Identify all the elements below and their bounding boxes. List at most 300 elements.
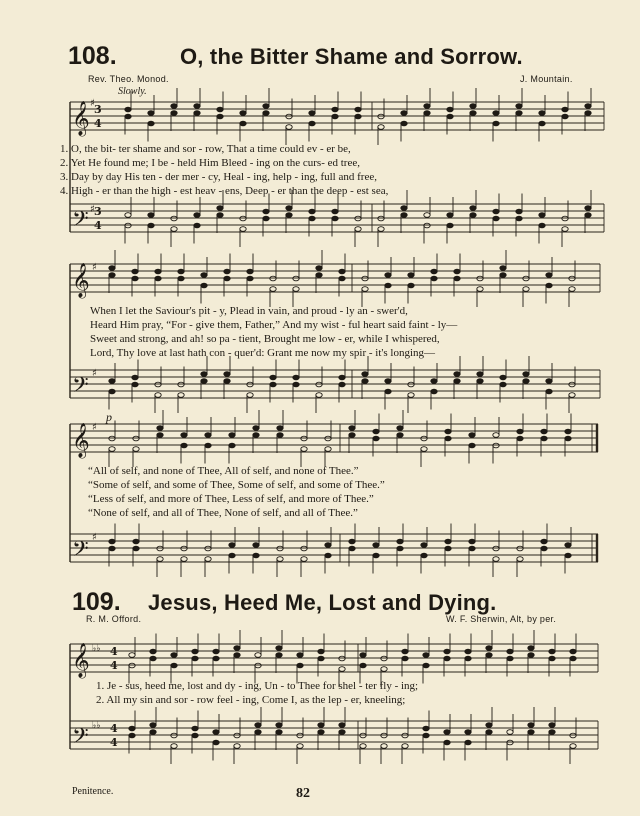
note-head	[316, 266, 322, 271]
note-head	[423, 733, 429, 738]
note-head	[549, 656, 555, 661]
note-head	[217, 114, 223, 119]
note-head	[316, 393, 322, 398]
note-head	[339, 269, 345, 274]
note-head	[385, 283, 391, 288]
note-head	[194, 213, 200, 218]
note-head	[423, 726, 429, 731]
note-head	[585, 104, 591, 109]
note-head	[318, 730, 324, 735]
note-head	[470, 111, 476, 116]
note-head	[263, 104, 269, 109]
note-head	[465, 656, 471, 661]
note-head	[408, 393, 414, 398]
system-3-bass-staff	[70, 534, 598, 562]
note-head	[444, 656, 450, 661]
note-head	[585, 111, 591, 116]
note-head	[339, 656, 345, 661]
note-head	[332, 114, 338, 119]
note-head	[528, 646, 534, 651]
hymn-108-number: 108.	[68, 42, 117, 70]
note-head	[562, 227, 568, 232]
note-head	[255, 653, 261, 658]
note-head	[205, 433, 211, 438]
note-head	[349, 539, 355, 544]
note-head	[109, 546, 115, 551]
note-head	[528, 653, 534, 658]
note-head	[562, 107, 568, 112]
note-head	[421, 447, 427, 452]
note-head	[539, 213, 545, 218]
note-head	[109, 273, 115, 278]
note-head	[477, 276, 483, 281]
note-head	[507, 649, 513, 654]
note-head	[546, 389, 552, 394]
note-head	[234, 733, 240, 738]
note-head	[157, 546, 163, 551]
note-head	[549, 730, 555, 735]
note-head	[373, 553, 379, 558]
note-head	[194, 104, 200, 109]
note-head	[528, 723, 534, 728]
svg-text:4: 4	[110, 645, 118, 658]
svg-text:4: 4	[94, 219, 102, 232]
note-head	[192, 733, 198, 738]
note-head	[385, 389, 391, 394]
note-head	[224, 269, 230, 274]
note-head	[493, 546, 499, 551]
note-head	[486, 723, 492, 728]
note-head	[171, 104, 177, 109]
system-2-bass-staff	[70, 370, 600, 398]
note-head	[570, 656, 576, 661]
note-head	[465, 740, 471, 745]
note-head	[178, 276, 184, 281]
note-head	[213, 656, 219, 661]
note-head	[157, 433, 163, 438]
lyric-line: “Less of self, and more of Thee, Less of self, and more of Thee.”	[88, 493, 374, 505]
note-head	[150, 723, 156, 728]
note-head	[431, 389, 437, 394]
note-head	[423, 653, 429, 658]
note-head	[224, 372, 230, 377]
note-head	[541, 436, 547, 441]
note-head	[276, 723, 282, 728]
note-head	[213, 740, 219, 745]
note-head	[445, 436, 451, 441]
note-head	[224, 379, 230, 384]
note-head	[507, 730, 513, 735]
note-head	[493, 111, 499, 116]
note-head	[125, 107, 131, 112]
note-head	[546, 379, 552, 384]
note-head	[546, 273, 552, 278]
note-head	[493, 557, 499, 562]
note-head	[470, 104, 476, 109]
lyric-line: Sweet and strong, and ah! so pa - tient, Brought me low - er, while I whispered,	[90, 333, 440, 345]
note-head	[178, 382, 184, 387]
note-head	[493, 209, 499, 214]
note-head	[263, 209, 269, 214]
note-head	[585, 213, 591, 218]
note-head	[318, 656, 324, 661]
hymn-108-title: O, the Bitter Shame and Sorrow.	[180, 44, 523, 69]
note-head	[444, 730, 450, 735]
note-head	[229, 443, 235, 448]
note-head	[493, 433, 499, 438]
note-head	[171, 227, 177, 232]
note-head	[297, 733, 303, 738]
note-head	[181, 546, 187, 551]
note-head	[362, 276, 368, 281]
note-head	[318, 649, 324, 654]
note-head	[569, 382, 575, 387]
lyric-line: 2. All my sin and sor - row feel - ing, Come I, as the lep - er, kneeling;	[96, 694, 406, 706]
note-head	[286, 114, 292, 119]
note-head	[286, 125, 292, 130]
note-head	[253, 426, 259, 431]
note-head	[229, 433, 235, 438]
note-head	[171, 653, 177, 658]
note-head	[465, 649, 471, 654]
note-head	[565, 553, 571, 558]
hymn-108-author: Rev. Theo. Monod.	[88, 74, 169, 84]
note-head	[402, 744, 408, 749]
note-head	[500, 382, 506, 387]
note-head	[549, 649, 555, 654]
system-4-treble-staff	[70, 644, 598, 672]
note-head	[109, 436, 115, 441]
note-head	[181, 443, 187, 448]
treble-clef-icon: 𝄞	[72, 643, 90, 678]
note-head	[431, 269, 437, 274]
note-head	[447, 107, 453, 112]
note-head	[192, 656, 198, 661]
note-head	[178, 393, 184, 398]
note-head	[477, 372, 483, 377]
svg-text:♯: ♯	[92, 368, 97, 379]
note-head	[293, 276, 299, 281]
note-head	[339, 723, 345, 728]
note-head	[253, 553, 259, 558]
note-head	[402, 733, 408, 738]
note-head	[125, 223, 131, 228]
note-head	[301, 447, 307, 452]
note-head	[155, 382, 161, 387]
note-head	[109, 447, 115, 452]
note-head	[277, 546, 283, 551]
note-head	[148, 121, 154, 126]
note-head	[309, 121, 315, 126]
note-head	[270, 276, 276, 281]
hymn-109-title: Jesus, Heed Me, Lost and Dying.	[148, 590, 497, 615]
note-head	[523, 276, 529, 281]
note-head	[477, 287, 483, 292]
note-head	[381, 656, 387, 661]
note-head	[541, 429, 547, 434]
dynamic-marking: p	[106, 410, 112, 424]
note-head	[570, 649, 576, 654]
note-head	[332, 209, 338, 214]
system-4-bass-staff	[70, 721, 598, 749]
note-head	[562, 114, 568, 119]
note-head	[523, 379, 529, 384]
note-head	[486, 646, 492, 651]
note-head	[444, 740, 450, 745]
note-head	[125, 213, 131, 218]
note-head	[570, 744, 576, 749]
svg-text:♭♭: ♭♭	[92, 721, 101, 731]
note-head	[486, 653, 492, 658]
hymn-109-composer: W. F. Sherwin, Alt, by per.	[446, 614, 557, 624]
note-head	[401, 121, 407, 126]
note-head	[381, 733, 387, 738]
note-head	[539, 111, 545, 116]
note-head	[133, 447, 139, 452]
note-head	[155, 276, 161, 281]
note-head	[309, 216, 315, 221]
note-head	[431, 276, 437, 281]
note-head	[309, 111, 315, 116]
note-head	[528, 730, 534, 735]
note-head	[517, 436, 523, 441]
note-head	[477, 379, 483, 384]
note-head	[465, 730, 471, 735]
note-head	[523, 372, 529, 377]
note-head	[546, 283, 552, 288]
note-head	[247, 269, 253, 274]
note-head	[541, 539, 547, 544]
note-head	[360, 663, 366, 668]
topic-label: Penitence.	[72, 786, 114, 797]
note-head	[217, 206, 223, 211]
note-head	[325, 553, 331, 558]
note-head	[150, 656, 156, 661]
note-head	[569, 393, 575, 398]
note-head	[332, 107, 338, 112]
note-head	[339, 276, 345, 281]
note-head	[270, 287, 276, 292]
note-head	[205, 546, 211, 551]
note-head	[355, 107, 361, 112]
note-head	[194, 223, 200, 228]
note-head	[133, 546, 139, 551]
bass-clef-icon: 𝄢	[72, 724, 89, 754]
note-head	[385, 273, 391, 278]
note-head	[500, 375, 506, 380]
note-head	[339, 375, 345, 380]
note-head	[217, 213, 223, 218]
note-head	[355, 216, 361, 221]
system-2-treble-staff	[70, 264, 600, 292]
note-head	[516, 104, 522, 109]
note-head	[234, 653, 240, 658]
note-head	[240, 227, 246, 232]
treble-clef-icon: 𝄞	[72, 423, 90, 458]
note-head	[255, 730, 261, 735]
note-head	[454, 372, 460, 377]
note-head	[133, 436, 139, 441]
note-head	[397, 539, 403, 544]
note-head	[539, 223, 545, 228]
note-head	[362, 379, 368, 384]
note-head	[132, 382, 138, 387]
lyric-line: “Some of self, and some of Thee, Some of self, and some of Thee.”	[88, 479, 385, 491]
svg-text:♯: ♯	[92, 422, 97, 433]
note-head	[171, 663, 177, 668]
note-head	[148, 213, 154, 218]
note-head	[213, 649, 219, 654]
note-head	[293, 375, 299, 380]
note-head	[397, 546, 403, 551]
svg-text:4: 4	[94, 117, 102, 130]
note-head	[401, 213, 407, 218]
note-head	[109, 379, 115, 384]
note-head	[109, 539, 115, 544]
note-head	[507, 740, 513, 745]
note-head	[424, 223, 430, 228]
note-head	[585, 206, 591, 211]
lyric-line: 1. O, the bit- ter shame and sor - row, That a time could ev - er be,	[60, 143, 351, 155]
note-head	[240, 121, 246, 126]
note-head	[349, 546, 355, 551]
note-head	[109, 266, 115, 271]
note-head	[192, 726, 198, 731]
note-head	[469, 546, 475, 551]
note-head	[150, 730, 156, 735]
note-head	[276, 653, 282, 658]
note-head	[385, 379, 391, 384]
note-head	[517, 429, 523, 434]
note-head	[148, 223, 154, 228]
note-head	[360, 744, 366, 749]
note-head	[201, 372, 207, 377]
note-head	[301, 546, 307, 551]
note-head	[493, 443, 499, 448]
note-head	[378, 114, 384, 119]
note-head	[301, 557, 307, 562]
svg-text:4: 4	[110, 659, 118, 672]
note-head	[263, 111, 269, 116]
note-head	[318, 723, 324, 728]
lyric-line: 2. Yet He found me; I be - held Him Bleed - ing on the curs- ed tree,	[60, 157, 360, 169]
note-head	[565, 543, 571, 548]
note-head	[309, 209, 315, 214]
note-head	[444, 649, 450, 654]
note-head	[373, 436, 379, 441]
note-head	[424, 213, 430, 218]
note-head	[205, 443, 211, 448]
svg-text:4: 4	[110, 722, 118, 735]
lyric-line: Lord, Thy love at last hath con - quer'd: Grant me now my spir - it's longing—	[90, 347, 436, 359]
svg-text:4: 4	[110, 736, 118, 749]
note-head	[565, 436, 571, 441]
note-head	[373, 543, 379, 548]
note-head	[277, 433, 283, 438]
note-head	[276, 646, 282, 651]
note-head	[565, 429, 571, 434]
note-head	[171, 733, 177, 738]
note-head	[445, 539, 451, 544]
note-head	[132, 375, 138, 380]
note-head	[240, 216, 246, 221]
note-head	[253, 433, 259, 438]
note-head	[500, 266, 506, 271]
note-head	[516, 216, 522, 221]
note-head	[516, 209, 522, 214]
note-head	[240, 111, 246, 116]
note-head	[129, 663, 135, 668]
note-head	[277, 557, 283, 562]
note-head	[297, 653, 303, 658]
note-head	[423, 663, 429, 668]
note-head	[178, 269, 184, 274]
note-head	[194, 111, 200, 116]
note-head	[325, 436, 331, 441]
note-head	[293, 287, 299, 292]
note-head	[150, 649, 156, 654]
note-head	[349, 433, 355, 438]
note-head	[297, 744, 303, 749]
note-head	[381, 667, 387, 672]
note-head	[373, 429, 379, 434]
lyric-line: 3. Day by day His ten - der mer - cy, Heal - ing, help - ing, full and free,	[60, 171, 377, 183]
note-head	[486, 730, 492, 735]
note-head	[276, 730, 282, 735]
note-head	[447, 213, 453, 218]
note-head	[229, 553, 235, 558]
note-head	[157, 426, 163, 431]
note-head	[362, 287, 368, 292]
note-head	[255, 663, 261, 668]
note-head	[293, 382, 299, 387]
svg-text:♭♭: ♭♭	[92, 644, 101, 654]
note-head	[401, 206, 407, 211]
note-head	[397, 433, 403, 438]
note-head	[569, 276, 575, 281]
hymn-109-author: R. M. Offord.	[86, 614, 142, 624]
note-head	[129, 733, 135, 738]
note-head	[500, 273, 506, 278]
svg-text:♯: ♯	[90, 204, 95, 215]
note-head	[408, 273, 414, 278]
note-head	[421, 543, 427, 548]
page-number: 82	[296, 786, 310, 801]
note-head	[360, 653, 366, 658]
note-head	[447, 114, 453, 119]
lyric-line: When I let the Saviour's pit - y, Plead in vain, and proud - ly an - swer'd,	[90, 305, 408, 317]
note-head	[181, 433, 187, 438]
note-head	[201, 283, 207, 288]
note-head	[325, 447, 331, 452]
note-head	[424, 104, 430, 109]
note-head	[325, 543, 331, 548]
note-head	[217, 107, 223, 112]
lyric-line: “All of self, and none of Thee, All of self, and none of Thee.”	[88, 465, 359, 477]
note-head	[360, 733, 366, 738]
note-head	[234, 646, 240, 651]
treble-clef-icon: 𝄞	[72, 263, 90, 298]
note-head	[454, 276, 460, 281]
note-head	[109, 389, 115, 394]
bass-clef-icon: 𝄢	[72, 537, 89, 567]
note-head	[224, 276, 230, 281]
note-head	[297, 663, 303, 668]
note-head	[569, 287, 575, 292]
note-head	[129, 726, 135, 731]
note-head	[229, 543, 235, 548]
svg-text:♯: ♯	[92, 262, 97, 273]
